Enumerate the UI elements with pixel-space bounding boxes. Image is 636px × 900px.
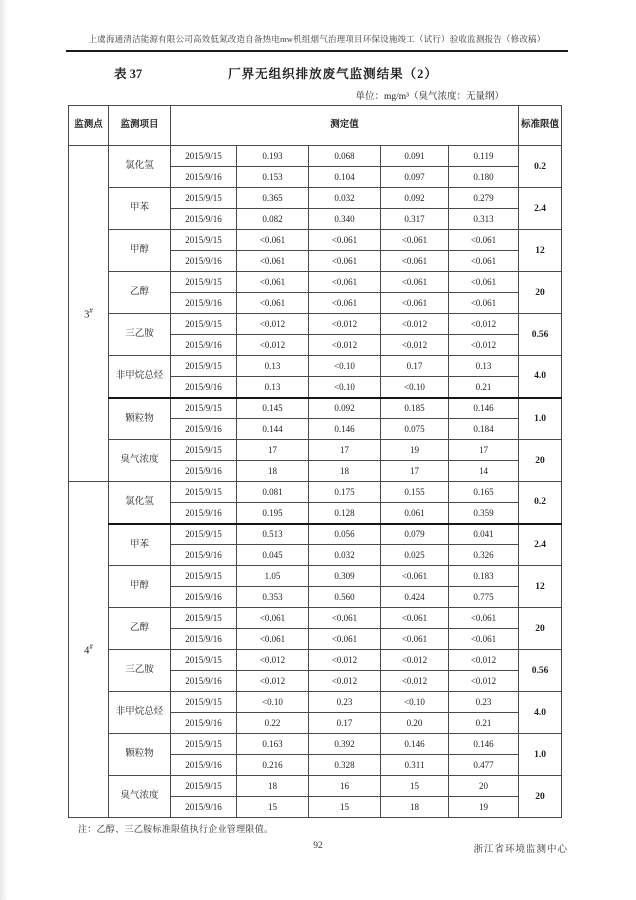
value-cell: 18 (237, 461, 309, 482)
item-name-cell: 颗粒物 (109, 734, 171, 776)
monitoring-point-cell: 4# (69, 482, 109, 818)
item-name-cell: 乙醇 (109, 608, 171, 650)
table-row (69, 692, 562, 713)
date-cell: 2015/9/15 (171, 608, 237, 629)
value-cell: <0.012 (381, 335, 449, 356)
value-cell: 0.146 (449, 734, 519, 755)
item-name-cell: 乙醇 (109, 272, 171, 314)
value-cell: 0.326 (449, 545, 519, 566)
value-cell: 0.045 (237, 545, 309, 566)
value-cell: 0.359 (449, 503, 519, 524)
item-name-cell: 甲醇 (109, 230, 171, 272)
table-row (69, 440, 562, 461)
value-cell: 0.163 (237, 734, 309, 755)
header-monitoring-point: 监测点 (69, 106, 109, 146)
value-cell: 0.23 (309, 692, 381, 713)
value-cell: 0.155 (381, 482, 449, 503)
table-row (69, 734, 562, 755)
limit-cell: 1.0 (519, 398, 562, 440)
limit-cell: 4.0 (519, 356, 562, 398)
item-name-cell: 三乙胺 (109, 314, 171, 356)
value-cell: 18 (381, 797, 449, 818)
value-cell: 19 (449, 797, 519, 818)
table-header-row (69, 106, 562, 146)
header-standard-limit: 标准限值 (519, 106, 562, 146)
value-cell: 0.180 (449, 167, 519, 188)
value-cell: 0.22 (237, 713, 309, 734)
value-cell: 0.13 (237, 377, 309, 398)
header-monitoring-item: 监测项目 (109, 106, 171, 146)
point-sup-mark: # (89, 642, 93, 651)
date-cell: 2015/9/16 (171, 545, 237, 566)
value-cell: 0.184 (449, 419, 519, 440)
date-cell: 2015/9/16 (171, 419, 237, 440)
value-cell: <0.012 (237, 671, 309, 692)
item-name-cell: 颗粒物 (109, 398, 171, 440)
value-cell: 0.041 (449, 524, 519, 545)
value-cell: <0.012 (237, 314, 309, 335)
item-name-cell: 臭气浓度 (109, 776, 171, 818)
value-cell: <0.061 (449, 251, 519, 272)
date-cell: 2015/9/15 (171, 650, 237, 671)
value-cell: <0.012 (449, 671, 519, 692)
value-cell: <0.061 (309, 293, 381, 314)
date-cell: 2015/9/16 (171, 293, 237, 314)
date-cell: 2015/9/16 (171, 503, 237, 524)
table-footnote: 注：乙醇、三乙胺标准限值执行企业管理限值。 (78, 824, 274, 834)
date-cell: 2015/9/16 (171, 209, 237, 230)
value-cell: 0.183 (449, 566, 519, 587)
value-cell: 0.317 (381, 209, 449, 230)
value-cell: 0.216 (237, 755, 309, 776)
value-cell: 0.092 (309, 398, 381, 419)
date-cell: 2015/9/15 (171, 146, 237, 167)
date-cell: 2015/9/15 (171, 230, 237, 251)
table-row (69, 650, 562, 671)
value-cell: <0.10 (237, 692, 309, 713)
value-cell: <0.012 (309, 314, 381, 335)
date-cell: 2015/9/16 (171, 461, 237, 482)
value-cell: <0.061 (381, 293, 449, 314)
limit-cell: 20 (519, 272, 562, 314)
value-cell: 17 (309, 440, 381, 461)
value-cell: 0.13 (449, 356, 519, 377)
item-name-cell: 甲苯 (109, 188, 171, 230)
table-row (69, 776, 562, 797)
value-cell: 0.311 (381, 755, 449, 776)
limit-cell: 12 (519, 566, 562, 608)
limit-cell: 0.2 (519, 482, 562, 524)
value-cell: <0.012 (381, 671, 449, 692)
date-cell: 2015/9/15 (171, 776, 237, 797)
value-cell: 16 (309, 776, 381, 797)
item-name-cell: 臭气浓度 (109, 440, 171, 482)
value-cell: <0.012 (237, 335, 309, 356)
value-cell: <0.10 (381, 692, 449, 713)
date-cell: 2015/9/15 (171, 566, 237, 587)
value-cell: <0.061 (237, 230, 309, 251)
value-cell: 0.560 (309, 587, 381, 608)
item-name-cell: 非甲烷总烃 (109, 356, 171, 398)
value-cell: 0.075 (381, 419, 449, 440)
value-cell: 18 (309, 461, 381, 482)
date-cell: 2015/9/16 (171, 671, 237, 692)
limit-cell: 0.56 (519, 314, 562, 356)
value-cell: <0.10 (309, 356, 381, 377)
value-cell: <0.061 (381, 251, 449, 272)
limit-cell: 20 (519, 440, 562, 482)
date-cell: 2015/9/16 (171, 377, 237, 398)
limit-cell: 20 (519, 608, 562, 650)
value-cell: 0.079 (381, 524, 449, 545)
value-cell: 17 (237, 440, 309, 461)
value-cell: <0.012 (237, 650, 309, 671)
value-cell: 15 (381, 776, 449, 797)
value-cell: <0.012 (381, 314, 449, 335)
page-number: 92 (313, 841, 323, 851)
date-cell: 2015/9/15 (171, 314, 237, 335)
scan-edge-artifact (0, 0, 8, 900)
date-cell: 2015/9/15 (171, 440, 237, 461)
date-cell: 2015/9/16 (171, 713, 237, 734)
value-cell: 0.21 (449, 377, 519, 398)
value-cell: 17 (449, 440, 519, 461)
value-cell: 0.353 (237, 587, 309, 608)
value-cell: <0.061 (237, 272, 309, 293)
value-cell: <0.061 (237, 251, 309, 272)
table-row (69, 188, 562, 209)
value-cell: <0.061 (381, 608, 449, 629)
table-row (69, 608, 562, 629)
value-cell: 0.082 (237, 209, 309, 230)
item-name-cell: 甲醇 (109, 566, 171, 608)
value-cell: <0.061 (381, 230, 449, 251)
value-cell: 0.104 (309, 167, 381, 188)
table-row (69, 398, 562, 419)
value-cell: 0.20 (381, 713, 449, 734)
date-cell: 2015/9/15 (171, 482, 237, 503)
value-cell: <0.012 (309, 650, 381, 671)
value-cell: 0.477 (449, 755, 519, 776)
monitoring-point-cell: 3# (69, 146, 109, 482)
limit-cell: 0.56 (519, 650, 562, 692)
value-cell: <0.061 (309, 272, 381, 293)
value-cell: <0.012 (449, 314, 519, 335)
value-cell: 0.097 (381, 167, 449, 188)
value-cell: <0.10 (309, 377, 381, 398)
value-cell: 0.313 (449, 209, 519, 230)
item-name-cell: 三乙胺 (109, 650, 171, 692)
table-title: 厂界无组织排放废气监测结果（2） (228, 67, 438, 81)
value-cell: 0.144 (237, 419, 309, 440)
results-table (68, 105, 562, 818)
limit-cell: 2.4 (519, 524, 562, 566)
date-cell: 2015/9/15 (171, 734, 237, 755)
value-cell: <0.061 (449, 272, 519, 293)
value-cell: 0.365 (237, 188, 309, 209)
limit-cell: 1.0 (519, 734, 562, 776)
value-cell: <0.10 (381, 377, 449, 398)
date-cell: 2015/9/16 (171, 167, 237, 188)
table-row (69, 482, 562, 503)
value-cell: <0.012 (309, 335, 381, 356)
header-measured-value: 测定值 (171, 106, 519, 146)
value-cell: <0.061 (237, 629, 309, 650)
value-cell: <0.061 (381, 629, 449, 650)
value-cell: 0.146 (449, 398, 519, 419)
value-cell: 0.392 (309, 734, 381, 755)
value-cell: <0.012 (309, 671, 381, 692)
date-cell: 2015/9/15 (171, 398, 237, 419)
value-cell: 0.185 (381, 398, 449, 419)
value-cell: 0.056 (309, 524, 381, 545)
value-cell: <0.061 (309, 230, 381, 251)
table-row (69, 272, 562, 293)
value-cell: 20 (449, 776, 519, 797)
value-cell: 0.165 (449, 482, 519, 503)
value-cell: 0.061 (381, 503, 449, 524)
limit-cell: 12 (519, 230, 562, 272)
value-cell: <0.061 (381, 566, 449, 587)
table-title-row (66, 64, 568, 82)
table-number-label: 表 37 (114, 67, 143, 81)
date-cell: 2015/9/15 (171, 356, 237, 377)
table-row (69, 566, 562, 587)
value-cell: 0.175 (309, 482, 381, 503)
date-cell: 2015/9/16 (171, 251, 237, 272)
date-cell: 2015/9/16 (171, 629, 237, 650)
value-cell: 19 (381, 440, 449, 461)
value-cell: 0.081 (237, 482, 309, 503)
table-row (69, 146, 562, 167)
value-cell: 0.17 (381, 356, 449, 377)
limit-cell: 2.4 (519, 188, 562, 230)
unit-note: 单位：mg/m³（臭气浓度：无量纲） (355, 92, 504, 102)
value-cell: 0.309 (309, 566, 381, 587)
value-cell: 0.032 (309, 188, 381, 209)
value-cell: <0.012 (449, 650, 519, 671)
value-cell: 0.328 (309, 755, 381, 776)
value-cell: 18 (237, 776, 309, 797)
page-footer (0, 841, 636, 857)
value-cell: 1.05 (237, 566, 309, 587)
value-cell: 0.145 (237, 398, 309, 419)
value-cell: 0.21 (449, 713, 519, 734)
value-cell: 0.146 (381, 734, 449, 755)
value-cell: 0.424 (381, 587, 449, 608)
value-cell: 0.513 (237, 524, 309, 545)
document-header-line: 上虞海通清洁能源有限公司高效低氮改造自备热电mw机组烟气治理项目环保设施竣工（试行）验收监测报告（修改稿） (66, 33, 568, 52)
limit-cell: 20 (519, 776, 562, 818)
value-cell: 0.193 (237, 146, 309, 167)
value-cell: 15 (237, 797, 309, 818)
date-cell: 2015/9/15 (171, 272, 237, 293)
value-cell: 0.091 (381, 146, 449, 167)
value-cell: 0.032 (309, 545, 381, 566)
value-cell: 0.146 (309, 419, 381, 440)
table-row (69, 314, 562, 335)
value-cell: 0.119 (449, 146, 519, 167)
value-cell: <0.061 (449, 608, 519, 629)
value-cell: 15 (309, 797, 381, 818)
date-cell: 2015/9/15 (171, 692, 237, 713)
item-name-cell: 氯化氢 (109, 146, 171, 188)
value-cell: <0.061 (309, 608, 381, 629)
table-row (69, 524, 562, 545)
item-name-cell: 甲苯 (109, 524, 171, 566)
value-cell: <0.061 (449, 230, 519, 251)
date-cell: 2015/9/16 (171, 797, 237, 818)
date-cell: 2015/9/15 (171, 188, 237, 209)
value-cell: 0.279 (449, 188, 519, 209)
value-cell: <0.061 (381, 272, 449, 293)
value-cell: 0.153 (237, 167, 309, 188)
value-cell: 0.17 (309, 713, 381, 734)
value-cell: <0.061 (237, 293, 309, 314)
item-name-cell: 氯化氢 (109, 482, 171, 524)
item-name-cell: 非甲烷总烃 (109, 692, 171, 734)
point-sup-mark: # (89, 306, 93, 315)
value-cell: <0.061 (309, 629, 381, 650)
value-cell: 14 (449, 461, 519, 482)
value-cell: 0.13 (237, 356, 309, 377)
value-cell: <0.061 (449, 293, 519, 314)
limit-cell: 4.0 (519, 692, 562, 734)
value-cell: 0.195 (237, 503, 309, 524)
date-cell: 2015/9/15 (171, 524, 237, 545)
date-cell: 2015/9/16 (171, 335, 237, 356)
value-cell: <0.012 (449, 335, 519, 356)
limit-cell: 0.2 (519, 146, 562, 188)
value-cell: <0.061 (309, 251, 381, 272)
value-cell: 0.068 (309, 146, 381, 167)
value-cell: 17 (381, 461, 449, 482)
value-cell: 0.775 (449, 587, 519, 608)
date-cell: 2015/9/16 (171, 587, 237, 608)
value-cell: 0.092 (381, 188, 449, 209)
value-cell: 0.128 (309, 503, 381, 524)
value-cell: <0.061 (449, 629, 519, 650)
table-row (69, 230, 562, 251)
value-cell: <0.061 (237, 608, 309, 629)
table-row (69, 356, 562, 377)
value-cell: 0.340 (309, 209, 381, 230)
value-cell: 0.23 (449, 692, 519, 713)
value-cell: <0.012 (381, 650, 449, 671)
results-table-body (69, 146, 562, 818)
footer-organization: 浙江省环境监测中心 (473, 845, 568, 855)
date-cell: 2015/9/16 (171, 755, 237, 776)
value-cell: 0.025 (381, 545, 449, 566)
